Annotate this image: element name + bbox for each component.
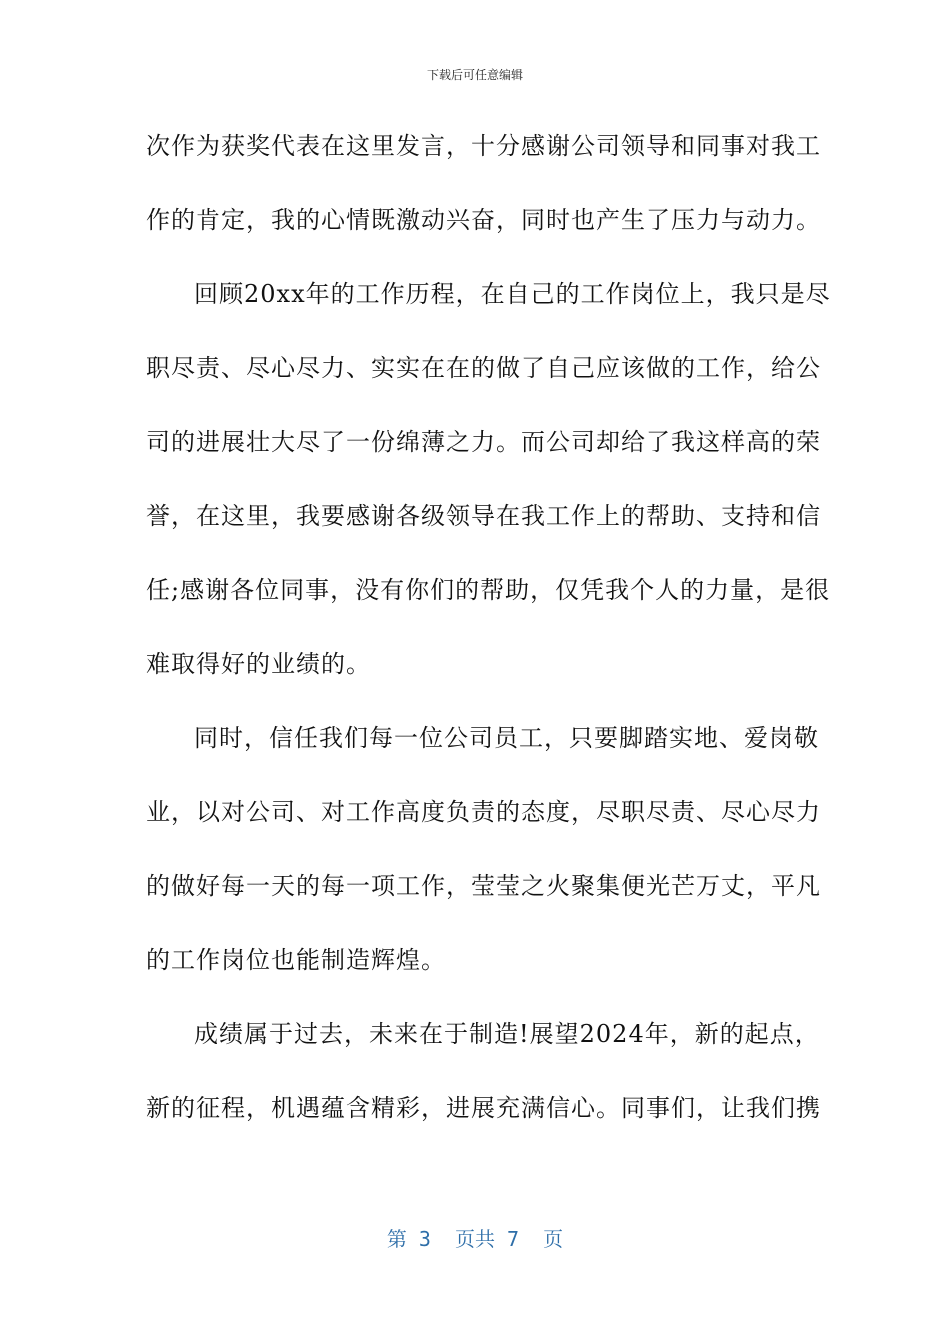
text-line: 业，以对公司、对工作高度负责的态度，尽职尽责、尽心尽力 <box>146 798 821 826</box>
document-body <box>146 124 831 1160</box>
text-line: 司的进展壮大尽了一份绵薄之力。而公司却给了我这样高的荣 <box>146 428 821 456</box>
paragraph-start-line: 回顾20xx年的工作历程，在自己的工作岗位上，我只是尽 <box>194 280 831 308</box>
text-line: 新的征程，机遇蕴含精彩，进展充满信心。同事们，让我们携 <box>146 1094 821 1122</box>
text-line: 的做好每一天的每一项工作，莹莹之火聚集便光芒万丈，平凡 <box>146 872 821 900</box>
text-line: 职尽责、尽心尽力、实实在在的做了自己应该做的工作，给公 <box>146 354 821 382</box>
text-line: 的工作岗位也能制造辉煌。 <box>146 946 446 974</box>
text-line: 次作为获奖代表在这里发言，十分感谢公司领导和同事对我工 <box>146 132 821 160</box>
page-number-footer: 第 3 页共 7 页 <box>386 1227 564 1251</box>
text-line: 难取得好的业绩的。 <box>146 650 371 678</box>
header-note: 下载后可任意编辑 <box>426 68 523 82</box>
text-line: 任;感谢各位同事，没有你们的帮助，仅凭我个人的力量，是很 <box>146 576 831 604</box>
text-line: 誉，在这里，我要感谢各级领导在我工作上的帮助、支持和信 <box>146 502 821 530</box>
paragraph-start-line: 成绩属于过去，未来在于制造!展望2024年，新的起点， <box>194 1020 820 1048</box>
text-line: 作的肯定，我的心情既激动兴奋，同时也产生了压力与动力。 <box>146 206 821 234</box>
paragraph-start-line: 同时，信任我们每一位公司员工，只要脚踏实地、爱岗敬 <box>194 724 819 752</box>
